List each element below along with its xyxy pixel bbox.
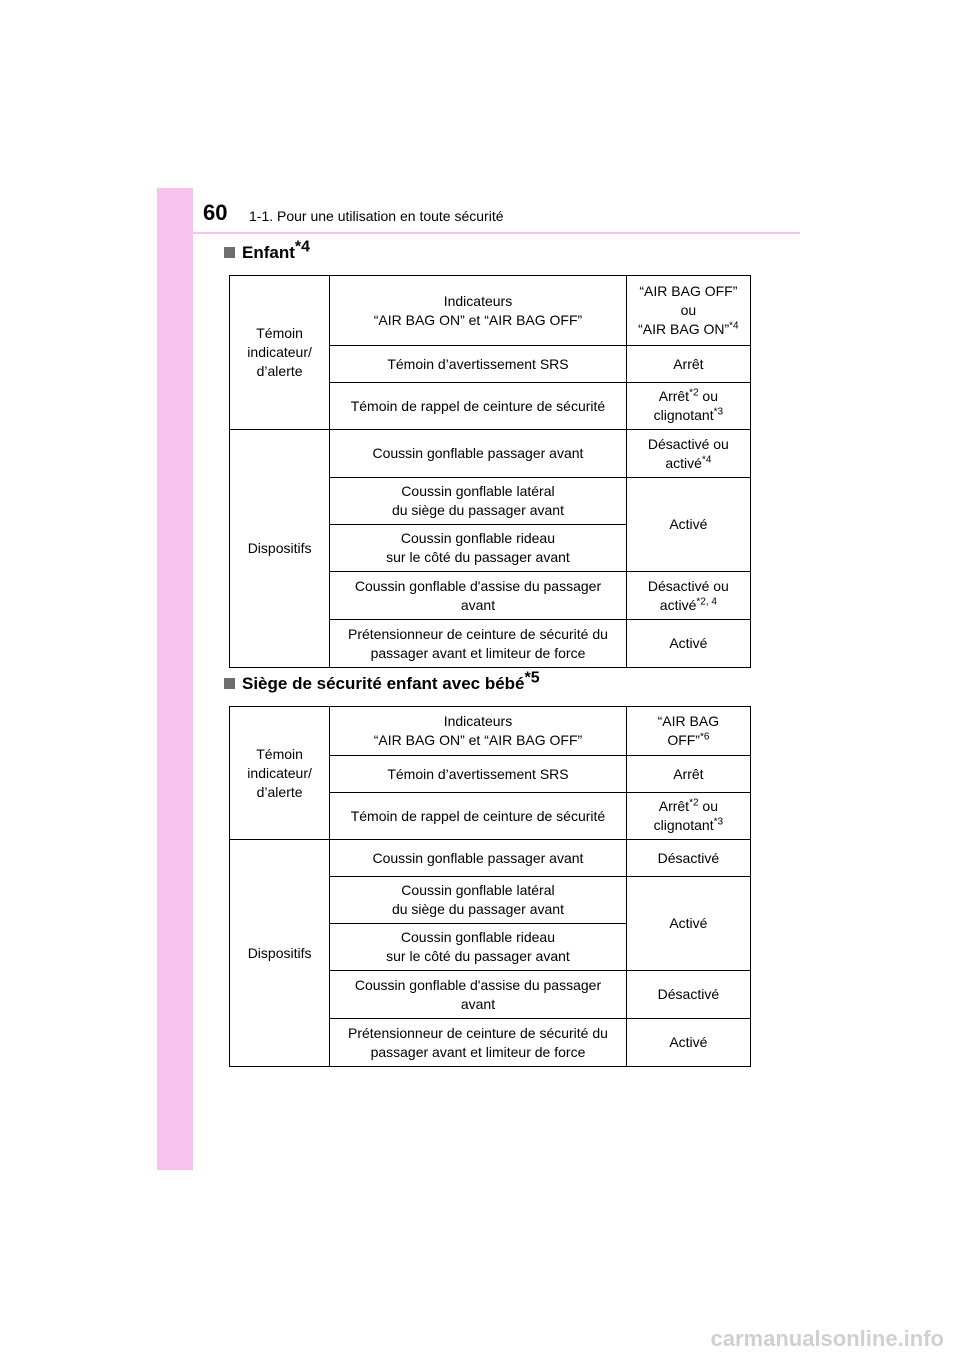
chapter-title: 1-1. Pour une utilisation en toute sécurité [249,208,504,224]
cell-pretension: Prétensionneur de ceinture de sécurité du passager avant et limiteur de force [330,620,627,668]
cell-passager-val: Désactivé ou activé$^{*4}$ [626,430,750,478]
cell-indicateurs: Indicateurs “AIR BAG ON” et “AIR BAG OFF” [330,707,627,756]
cell-rappel: Témoin de rappel de ceinture de sécurité [330,383,627,430]
cell-passager: Coussin gonflable passager avant [330,430,627,478]
cell-assise-val: Désactivé [626,971,750,1019]
table-row [230,707,751,756]
cell-indicateurs-val: “AIR BAG OFF”$^{*6}$ [626,707,750,756]
cell-temoin: Témoin indicateur/ d’alerte [230,276,330,430]
cell-lateral: Coussin gonflable latéral du siège du passager avant [330,877,627,924]
cell-pretension-val: Activé [626,1019,750,1067]
bullet-square-icon [224,247,235,258]
cell-assise: Coussin gonflable d'assise du passager avant [330,971,627,1019]
table-row [230,430,751,478]
cell-rappel-val: Arrêt$^{*2}$ ou clignotant$^{*3}$ [626,793,750,840]
watermark: carmanualsonline.info [710,1326,944,1351]
cell-rideau: Coussin gonflable rideau sur le côté du passager avant [330,924,627,971]
cell-srs-val: Arrêt [626,756,750,793]
header-divider [193,232,800,234]
table-siege-bebe [229,706,751,1067]
cell-dispositifs: Dispositifs [230,840,330,1067]
table-enfant [229,275,751,668]
cell-dispositifs: Dispositifs [230,430,330,668]
cell-indicateurs: Indicateurs “AIR BAG ON” et “AIR BAG OFF” [330,276,627,346]
table-row [230,276,751,346]
cell-passager: Coussin gonflable passager avant [330,840,627,877]
cell-rappel: Témoin de rappel de ceinture de sécurité [330,793,627,840]
cell-srs-val: Arrêt [626,346,750,383]
bullet-square-icon [224,678,235,689]
sidebar-tab [157,188,193,1170]
cell-pretension-val: Activé [626,620,750,668]
cell-passager-val: Désactivé [626,840,750,877]
cell-lateral-val: Activé [626,478,750,572]
cell-indicateurs-val: “AIR BAG OFF” ou “AIR BAG ON”$^{*4}$ [626,276,750,346]
section-title-enfant: Enfant$^{*4}$ [224,243,310,263]
cell-assise: Coussin gonflable d'assise du passager avant [330,572,627,620]
cell-assise-val: Désactivé ou activé$^{*2, 4}$ [626,572,750,620]
table-row [230,840,751,877]
cell-lateral: Coussin gonflable latéral du siège du passager avant [330,478,627,525]
cell-rappel-val: Arrêt$^{*2}$ ou clignotant$^{*3}$ [626,383,750,430]
section-title-siege-bebe: Siège de sécurité enfant avec bébé$^{*5}$ [224,674,540,694]
cell-temoin: Témoin indicateur/ d’alerte [230,707,330,840]
cell-rideau: Coussin gonflable rideau sur le côté du passager avant [330,525,627,572]
cell-lateral-val: Activé [626,877,750,971]
cell-pretension: Prétensionneur de ceinture de sécurité du passager avant et limiteur de force [330,1019,627,1067]
page-number: 60 [203,200,228,225]
cell-srs: Témoin d’avertissement SRS [330,346,627,383]
cell-srs: Témoin d’avertissement SRS [330,756,627,793]
